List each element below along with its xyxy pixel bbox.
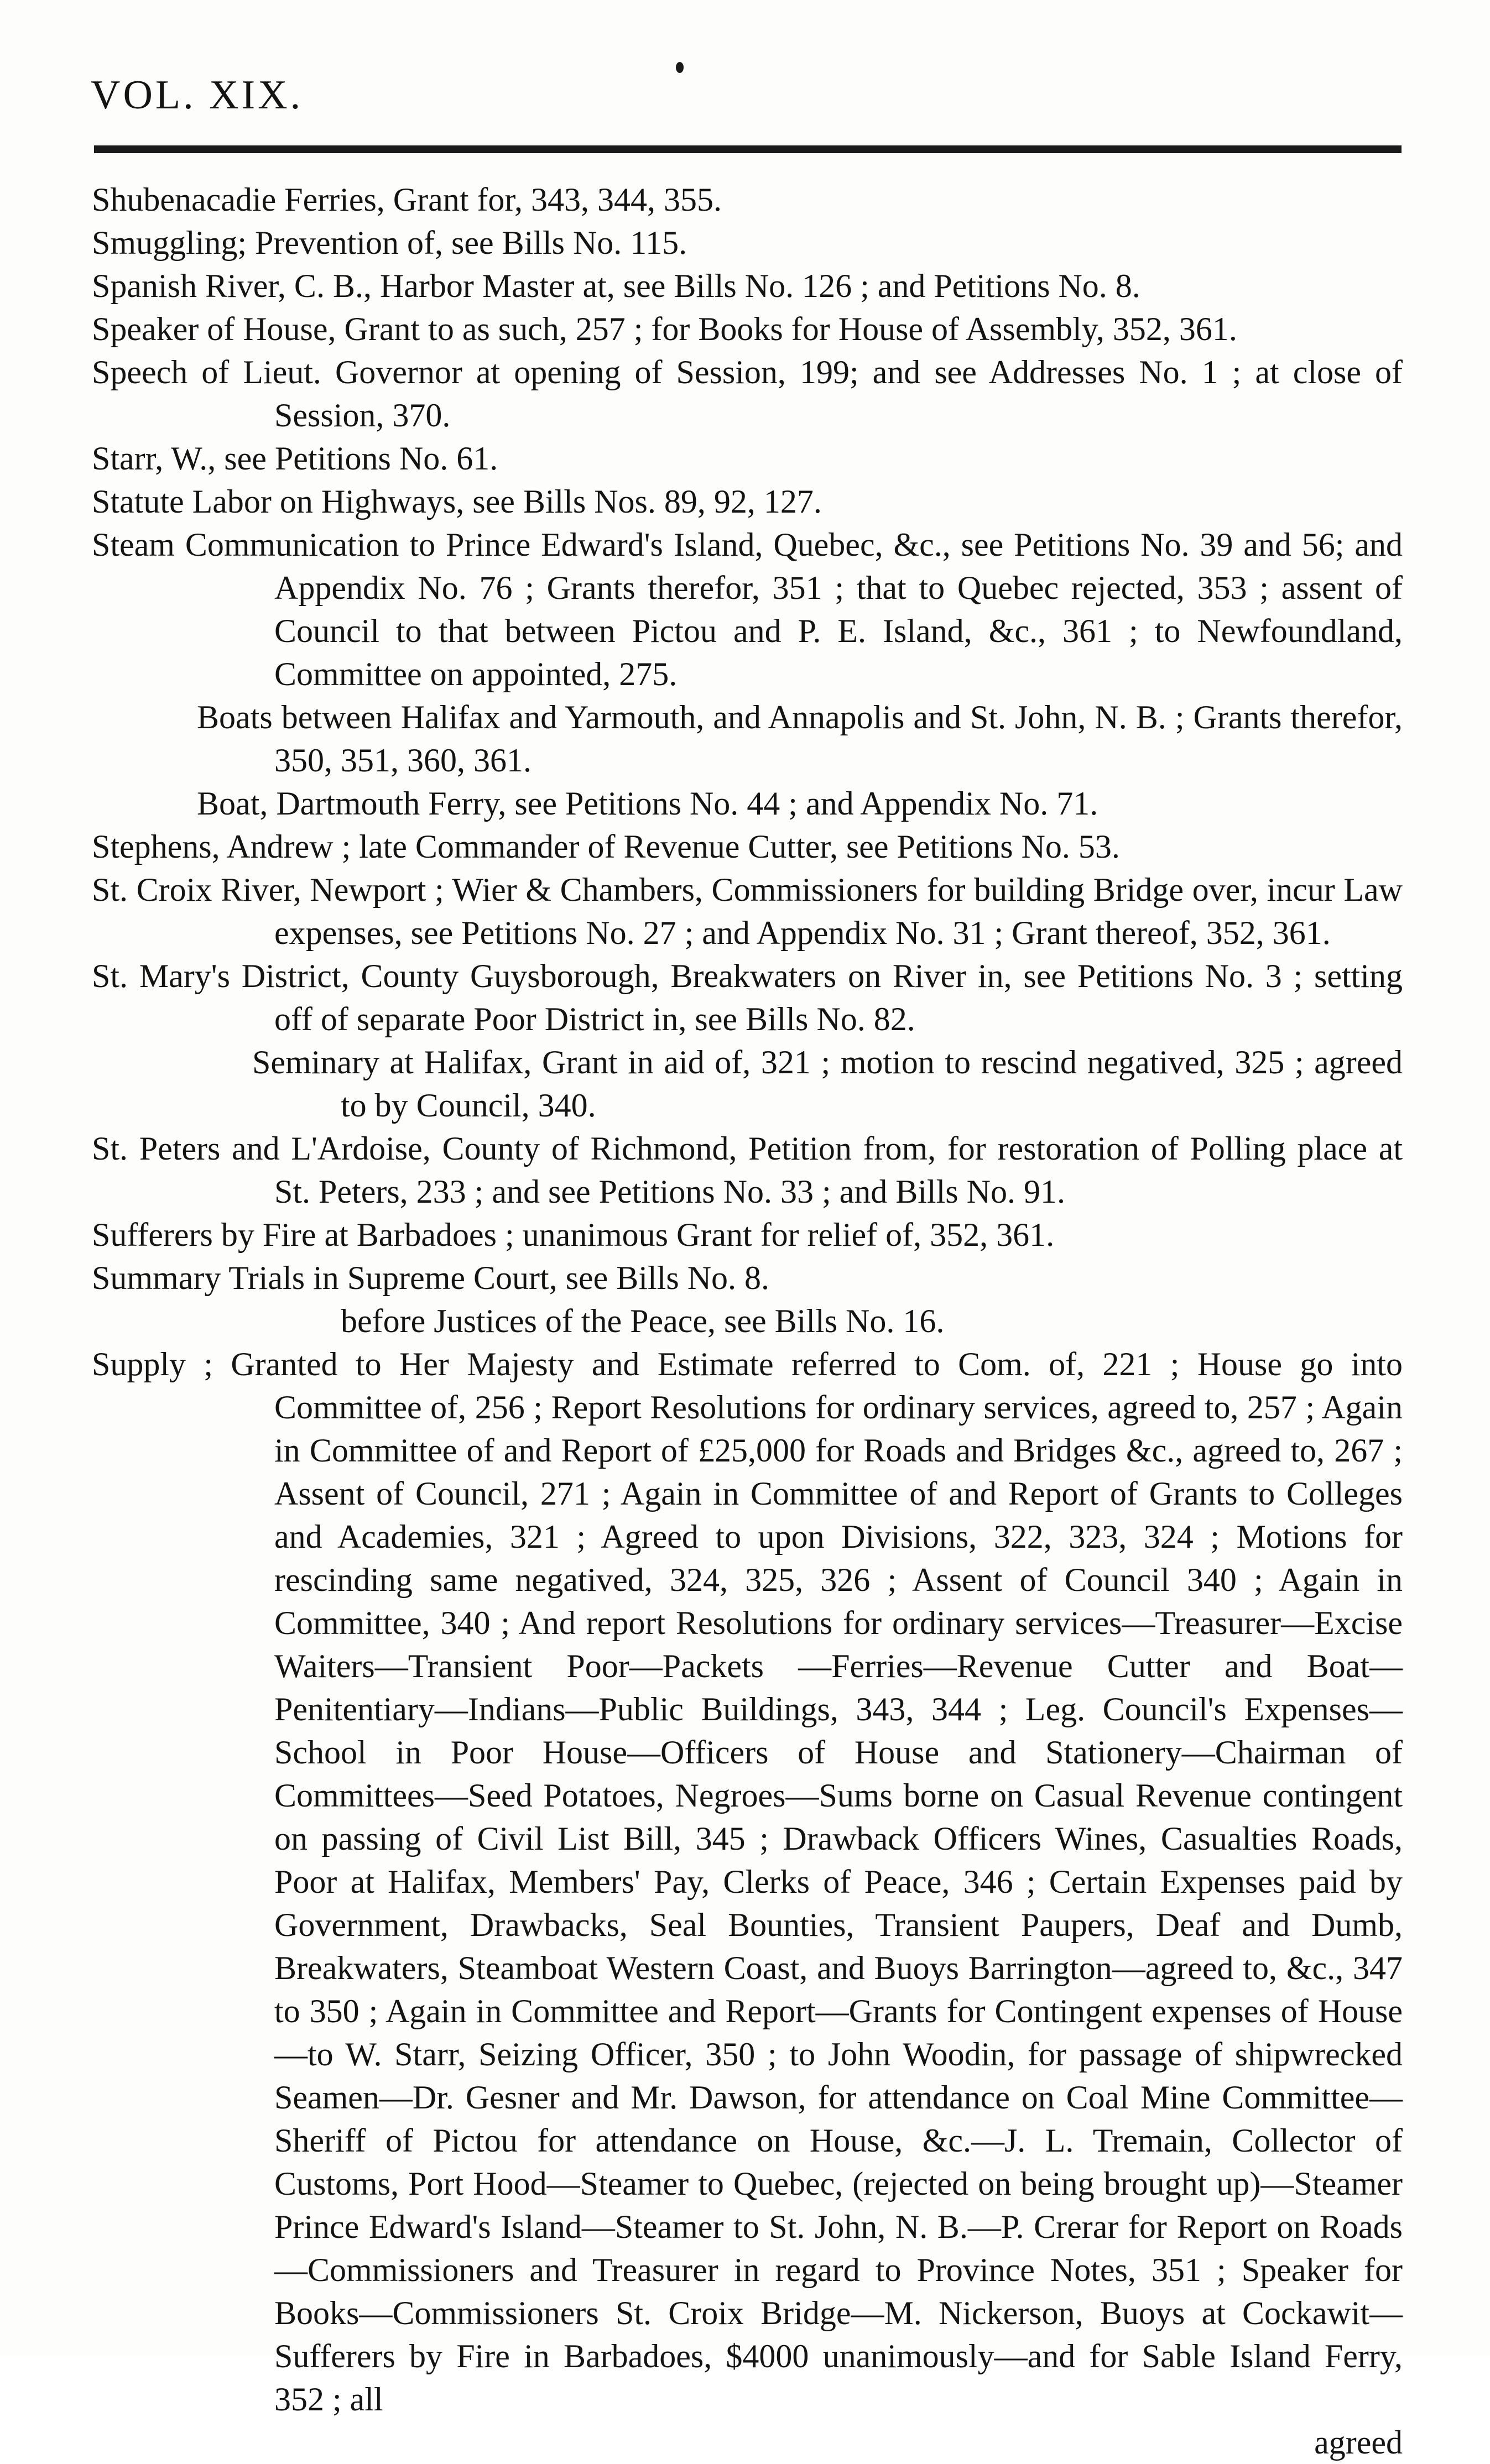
index-entry-st-marys: St. Mary's District, County Guysborough, Breakwaters on River in, see Petitions No. 3 ; setting off of separate Poor District in, see Bills No. 82. [92, 958, 1403, 1037]
catchword: agreed [1314, 2424, 1403, 2461]
index-entries [92, 178, 1403, 2464]
index-entry-smuggling: Smuggling; Prevention of, see Bills No. 115. [92, 225, 687, 261]
printer-mark [676, 62, 684, 73]
index-entry-starr: Starr, W., see Petitions No. 61. [92, 440, 498, 477]
index-entry-sufferers: Sufferers by Fire at Barbadoes ; unanimous Grant for relief of, 352, 361. [92, 1217, 1055, 1253]
index-subentry-dartmouth-ferry: Boat, Dartmouth Ferry, see Petitions No. 44 ; and Appendix No. 71. [197, 785, 1098, 822]
index-entry-stephens: Stephens, Andrew ; late Commander of Revenue Cutter, see Petitions No. 53. [92, 828, 1120, 865]
index-entry-supply: Supply ; Granted to Her Majesty and Estimate referred to Com. of, 221 ; House go into Committee of, 256 ; Report Resolutions for ordinary services, agreed to, 257 ; Again in Committee of and Report of £25,000 for Roads and Bridges &c., agreed to, 267 ; Assent of Council, 271 ; Again in Committee of and Report of Grants to Colleges and Academies, 321 ; Agreed to upon Divisions, 322, 323, 324 ; Motions for rescinding same negatived, 324, 325, 326 ; Assent of Council 340 ; Again in Committee, 340 ; And report Resolutions for ordinary services—Treasurer—Excise Waiters—Transient Poor—Packets —Ferries—Revenue Cutter and Boat—Penitentiary—Indians—Public Buildings, 343, 344 ; Leg. Council's Expenses—School in Poor House—Officers of House and Stationery—Chairman of Committees—Seed Potatoes, Negroes—Sums borne on Casual Revenue contingent on passing of Civil List Bill, 345 ; Drawback Officers Wines, Casualties Roads, Poor at Halifax, Members' Pay, Clerks of Peace, 346 ; Certain Expenses paid by Government, Drawbacks, Seal Bounties, Transient Paupers, Deaf and Dumb, Breakwaters, Steamboat Western Coast, and Buoys Barrington—agreed to, &c., 347 to 350 ; Again in Committee and Report—Grants for Contingent expenses of House—to W. Starr, Seizing Officer, 350 ; to John Woodin, for passage of shipwrecked Seamen—Dr. Gesner and Mr. Dawson, for attendance on Coal Mine Committee—Sheriff of Pictou for attendance on House, &c.—J. L. Tremain, Collector of Customs, Port Hood—Steamer to Quebec, (rejected on being brought up)—Steamer Prince Edward's Island—Steamer to St. John, N. B.—P. Crerar for Report on Roads—Commissioners and Treasurer in regard to Province Notes, 351 ; Speaker for Books—Commissioners St. Croix Bridge—M. Nickerson, Buoys at Cockawit—Sufferers by Fire in Barbadoes, $4000 unanimously—and for Sable Island Ferry, 352 ; all [92, 1346, 1403, 2418]
index-subentry-justices: before Justices of the Peace, see Bills No. 16. [341, 1303, 945, 1339]
index-subentry-boats: Boats between Halifax and Yarmouth, and Annapolis and St. John, N. B. ; Grants therefor, 350, 351, 360, 361. [197, 699, 1403, 779]
index-entry-speaker: Speaker of House, Grant to as such, 257 ; for Books for House of Assembly, 352, 361. [92, 311, 1237, 347]
index-subentry-seminary: Seminary at Halifax, Grant in aid of, 321 ; motion to rescind negatived, 325 ; agreed to by Council, 340. [252, 1044, 1403, 1124]
index-entry-st-peters: St. Peters and L'Ardoise, County of Richmond, Petition from, for restoration of Polling place at St. Peters, 233 ; and see Petitions No. 33 ; and Bills No. 91. [92, 1130, 1403, 1210]
index-entry-summary-trials: Summary Trials in Supreme Court, see Bills No. 8. [92, 1260, 770, 1296]
header-rule [94, 145, 1402, 153]
index-entry-st-croix: St. Croix River, Newport ; Wier & Chambers, Commissioners for building Bridge over, incur Law expenses, see Petitions No. 27 ; and Appendix No. 31 ; Grant thereof, 352, 361. [92, 871, 1403, 951]
index-entry-shubenacadie: Shubenacadie Ferries, Grant for, 343, 344, 355. [92, 181, 722, 218]
index-entry-statute-labor: Statute Labor on Highways, see Bills Nos. 89, 92, 127. [92, 483, 822, 520]
index-entry-spanish-river: Spanish River, C. B., Harbor Master at, see Bills No. 126 ; and Petitions No. 8. [92, 268, 1140, 304]
index-entry-speech: Speech of Lieut. Governor at opening of Session, 199; and see Addresses No. 1 ; at close of Session, 370. [92, 354, 1403, 434]
volume-header: VOL. XIX. [91, 72, 304, 118]
index-entry-steam-communication: Steam Communication to Prince Edward's Island, Quebec, &c., see Petitions No. 39 and 56; and Appendix No. 76 ; Grants therefor, 351 ; that to Quebec rejected, 353 ; assent of Council to that between Pictou and P. E. Island, &c., 361 ; to Newfoundland, Committee on appointed, 275. [92, 526, 1403, 692]
